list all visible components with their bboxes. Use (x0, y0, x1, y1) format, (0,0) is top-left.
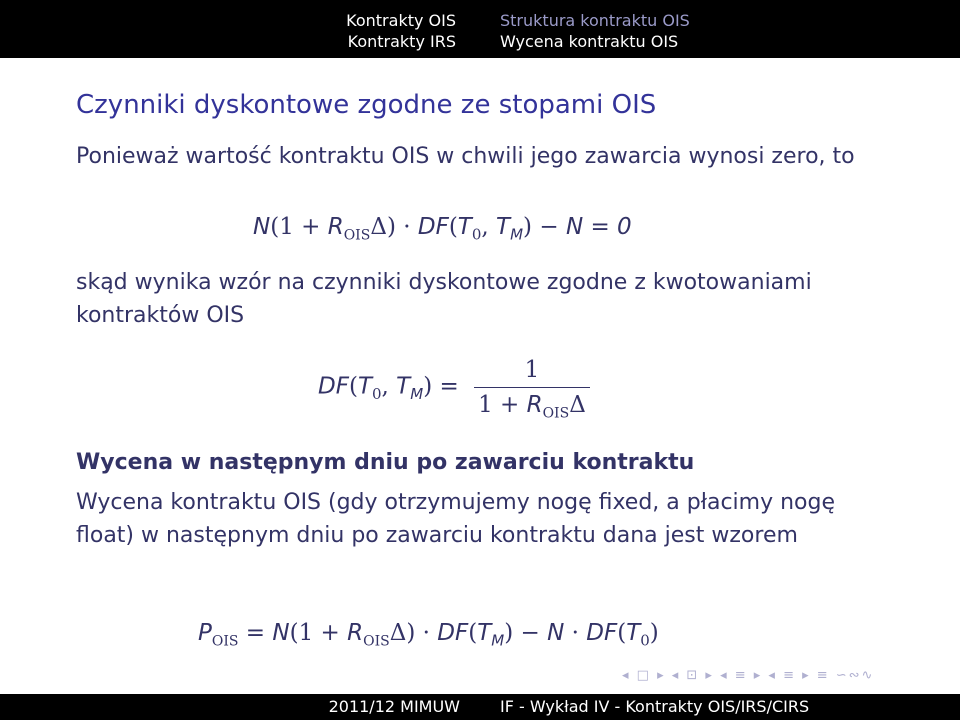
footer-bar (0, 694, 960, 720)
eq2-fraction (474, 357, 590, 422)
eq3-dot2: · (564, 620, 587, 646)
eq1-delta: Δ (370, 214, 387, 240)
nav-section-kontrakty-ois[interactable]: Kontrakty OIS (346, 11, 456, 30)
eq3-TM: T (477, 620, 492, 646)
eq3-TM-sub: M (491, 631, 505, 650)
eq1-open: (1 + (270, 214, 328, 240)
eq1-T0-sub: 0 (471, 225, 482, 244)
eq3-N2: N (547, 620, 565, 646)
header-bar (0, 0, 960, 58)
beamer-navigation-icons[interactable]: ◂ □ ▸ ◂ ⊡ ▸ ◂ ≡ ▸ ◂ ≡ ▸ ≡ ∽∾∿ (622, 668, 875, 683)
eq1-T0: T (457, 214, 472, 240)
eq2-close: ) = (423, 373, 467, 400)
eq1-TM: T (496, 214, 511, 240)
eq2-TM: T (396, 373, 411, 400)
eq1-dot: · (395, 214, 418, 240)
footer-date: 2011/12 MIMUW (328, 697, 460, 716)
eq2-TM-sub: M (410, 385, 424, 404)
eq2-delta: Δ (569, 392, 586, 418)
nav-subsection-struktura[interactable]: Struktura kontraktu OIS (500, 11, 690, 30)
eq3-eq: = (238, 620, 273, 646)
eq3-dot: · (415, 620, 438, 646)
nav-left (346, 10, 456, 52)
eq1-TM-sub: M (510, 225, 524, 244)
eq2-R-sub: OIS (542, 405, 570, 422)
nav-subsection-wycena[interactable]: Wycena kontraktu OIS (500, 32, 679, 51)
equation-discount-factor (318, 357, 590, 422)
eq1-tail: N = 0 (565, 214, 632, 240)
eq3-open: (1 + (289, 620, 348, 646)
eq2-denominator (474, 387, 590, 422)
paragraph-derivation: skąd wynika wzór na czynniki dyskontowe zgodne z kwotowaniami kontraktów OIS (76, 270, 812, 328)
eq1-comma: , (481, 214, 497, 240)
equation-zero-value (253, 214, 632, 244)
eq3-close: ) (406, 620, 416, 646)
eq3-DF: DF (437, 620, 469, 646)
eq3-R-sub: OIS (363, 633, 390, 650)
eq3-P: P (198, 620, 212, 646)
eq3-args2-close: ) (649, 620, 659, 646)
footer-lecture-title: IF - Wykład IV - Kontrakty OIS/IRS/CIRS (500, 697, 810, 716)
eq1-minus: − (532, 214, 566, 240)
eq1-close: ) (386, 214, 396, 240)
eq3-T0: T (626, 620, 641, 646)
eq1-args-close: ) (523, 214, 533, 240)
equation-valuation (198, 620, 659, 650)
eq3-minus: − (513, 620, 548, 646)
eq3-args-open: ( (468, 620, 478, 646)
frame-title: Czynniki dyskontowe zgodne ze stopami OIS (76, 90, 657, 120)
nav-right (500, 10, 690, 52)
eq1-N: N (253, 214, 271, 240)
eq2-DF: DF (318, 373, 349, 400)
eq3-T0-sub: 0 (640, 631, 650, 650)
eq1-args-open: ( (448, 214, 458, 240)
eq3-R: R (347, 620, 364, 646)
block-title: Wycena w następnym dniu po zawarciu kontraktu (76, 450, 695, 475)
eq2-comma: , (381, 373, 397, 400)
eq3-N: N (272, 620, 290, 646)
eq3-args2-open: ( (617, 620, 627, 646)
eq2-T0: T (357, 373, 372, 400)
eq1-DF: DF (417, 214, 449, 240)
eq3-delta: Δ (389, 620, 407, 646)
eq3-P-sub: OIS (211, 633, 239, 650)
eq2-open: ( (348, 373, 358, 400)
paragraph-intro: Ponieważ wartość kontraktu OIS w chwili jego zawarcia wynosi zero, to (76, 144, 855, 169)
eq1-R-sub: OIS (343, 227, 371, 244)
eq2-T0-sub: 0 (372, 385, 382, 404)
eq2-R: R (526, 392, 543, 418)
eq1-R: R (327, 214, 344, 240)
eq2-den-pre: 1 + (478, 392, 527, 418)
eq3-args-close: ) (504, 620, 514, 646)
nav-section-kontrakty-irs[interactable]: Kontrakty IRS (347, 32, 456, 51)
eq3-DF2: DF (586, 620, 618, 646)
paragraph-valuation: Wycena kontraktu OIS (gdy otrzymujemy nogę fixed, a płacimy nogę float) w następnym dniu po zawarciu kontraktu dana jest wzorem (76, 490, 836, 548)
eq2-numerator: 1 (524, 357, 540, 383)
